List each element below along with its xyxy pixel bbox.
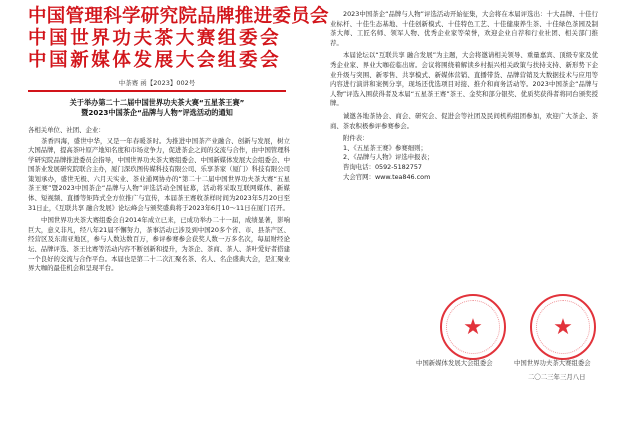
attachments-label: 附件表： <box>343 134 369 143</box>
left-paragraph-2: 中国世界功夫茶大赛组委会自2014年成立已来，已成功举办二十一届，成绩显著，影响巨大，意义非凡，经八年21届不懈努力，茶事活动已涉及到中国20多个省、市、县茶产区、经营区及东南亚地区，参与人数达数百万，参评参赛参会获奖人数一万多名次，每届财经论坛、品牌评选、茶王比赛等活动内容不断创新和提升，为茶企、茶商、茶人、茶叶爱好者搭建一个良好的交流与合作平台。本届也是第二十二次汇聚名茶、名人、名企盛典大会，是汇聚业界大咖的最佳机会和呈现平台。 <box>28 216 291 273</box>
doc-number: 中茶赛 函【2023】002号 <box>118 79 196 87</box>
seal-new-media-conference <box>440 294 506 360</box>
signature-org-2: 中国世界功夫茶大赛组委会 <box>514 359 591 367</box>
seal-kungfu-tea-committee <box>530 294 596 360</box>
org-header <box>28 6 329 72</box>
attachment-item-1: 1、《五星茶王赛》参赛细则； <box>343 143 427 152</box>
title-line-2: 暨2023中国茶企“品牌与人物”评选活动的通知 <box>81 107 233 117</box>
notice-title <box>28 98 286 118</box>
right-paragraph-1: 2023中国茶企“品牌与人物”评选活动开始征集，大会将在本届评选出：十大品牌、十佳行业标杆、十佳生态基地、十佳创新模式、十佳特色工艺、十佳健康养生茶、十佳绿色茶园及制茶大师、工匠名师、领军人物、优秀企业家等荣誉，欢迎企业自荐和行业社团、相关部门推荐。 <box>330 10 598 47</box>
official-website: 大会官网：www.tea846.com <box>343 172 431 181</box>
signature-date: 二〇二三年三月八日 <box>528 373 586 381</box>
right-paragraph-3: 诚邀各地茶协会、商会、研究会、促进会等社团及民间机构组团参加，欢迎广大茶企、茶商、茶农积极参评参赛参会。 <box>330 111 598 130</box>
signature-org-1: 中国新媒体发展大会组委会 <box>416 359 493 367</box>
title-line-1: 关于举办第二十二届中国世界功夫茶大赛“五星茶王赛” <box>69 97 245 107</box>
org-line-3: 中国新媒体发展大会组委会 <box>28 50 282 71</box>
right-paragraph-2: 本届论坛以“互联共享 融合发展”为主题，大会将邀请相关领导、重量嘉宾、顶级专家及优秀企业家、界业大咖莅临出席。会议将围绕着解读乡村振兴相关政策与扶持支持、新形势下企业升级与突围、新零售、共享模式、新媒体营销、直播带货、品牌营销及大数据技术与应用等内容进行演讲和案例分享，现场还优选项目对接、推介和商务活动等。2023中国茶企“品牌与人物”评选入围获得者及本届“五星茶王赛”茶王、金奖和部分银奖、优质奖获得者将同台颁奖授牌。 <box>330 51 598 108</box>
star-icon: ★ <box>463 314 483 340</box>
org-line-2: 中国世界功夫茶大赛组委会 <box>28 28 282 49</box>
right-column <box>330 10 610 182</box>
consult-phone: 咨询电话：0592-5182757 <box>343 162 422 171</box>
org-line-1: 中国管理科学研究院品牌推进委员会 <box>28 6 329 27</box>
attachments <box>330 134 610 182</box>
header-divider <box>28 90 286 92</box>
star-icon: ★ <box>553 314 573 340</box>
salutation: 各相关单位、社团、企业： <box>28 125 105 134</box>
attachment-item-2: 2、《品牌与人物》评选申报表； <box>343 153 434 162</box>
left-paragraph-1: 茶香四海，盛世中华，又是一年春暖茶时。为推进中国茶产业融合、创新与发展，树立大国品牌，提高茶叶原产地知名度和市场竞争力，促进茶企之间的交流与合作，由中国管理科学研究院品牌推进委员会指导，中国世界功夫茶大赛组委会、中国新媒体发展大会组委会、中国茶业发展研究院联合主办，厦门深玖图传媒科技有限公司、乐享茶家（厦门）科技有限公司策划承办，盛世无极、六月天实业、茶业通网协办的“第二十二届中国世界功夫茶大赛“五星茶王赛”暨2023中国茶企“品牌与人物”评选活动全国征募，活动将采取互联网媒体、新媒体、短视频、直播等矩阵式全方位推广与宣传，本届茶王赛收茶样时间为2023年5月20日至31日止，《互联共享 融合发展》论坛峰会与颁奖盛典将于2023年6月10～11日在厦门召开。 <box>28 136 291 212</box>
left-column <box>28 6 329 274</box>
